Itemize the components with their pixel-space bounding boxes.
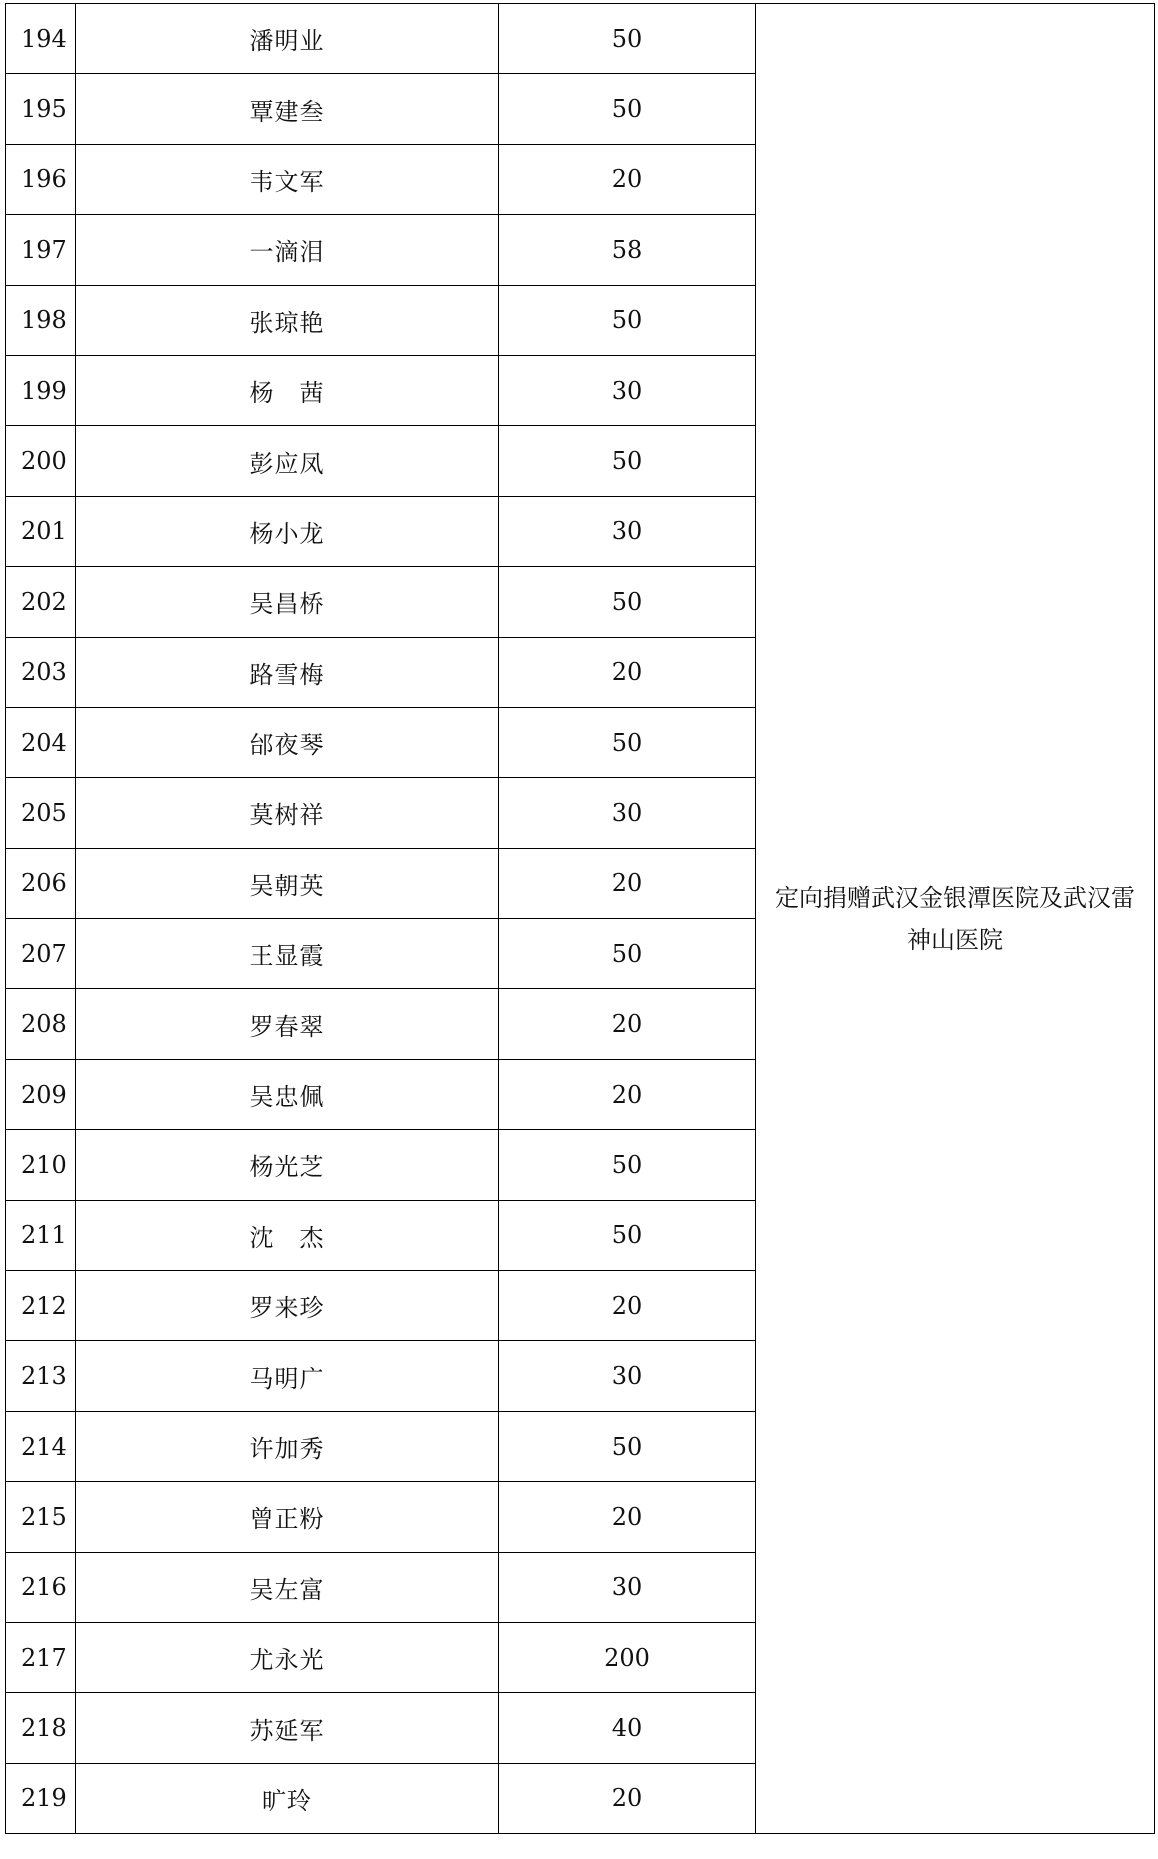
donation-amount-cell: 50 <box>499 567 756 637</box>
donation-amount-cell: 50 <box>499 1200 756 1270</box>
donation-amount-cell: 50 <box>499 1411 756 1481</box>
donor-name-cell: 旷玲 <box>76 1763 499 1833</box>
donor-name-cell: 一滴泪 <box>76 215 499 285</box>
row-number-cell: 195 <box>6 74 76 144</box>
donor-name-cell: 路雪梅 <box>76 637 499 707</box>
donor-name-cell: 吴昌桥 <box>76 567 499 637</box>
row-number-cell: 207 <box>6 919 76 989</box>
donation-table <box>5 3 1155 1834</box>
donation-amount-cell: 50 <box>499 919 756 989</box>
donor-name-cell: 沈 杰 <box>76 1200 499 1270</box>
row-number-cell: 203 <box>6 637 76 707</box>
donor-name-cell: 邰夜琴 <box>76 707 499 777</box>
donation-amount-cell: 50 <box>499 285 756 355</box>
row-number-cell: 219 <box>6 1763 76 1833</box>
row-number-cell: 212 <box>6 1271 76 1341</box>
donor-name-cell: 韦文军 <box>76 144 499 214</box>
document-page <box>5 3 1154 1834</box>
row-number-cell: 204 <box>6 707 76 777</box>
donor-name-cell: 罗来珍 <box>76 1271 499 1341</box>
donation-amount-cell: 20 <box>499 1763 756 1833</box>
donation-amount-cell: 20 <box>499 1482 756 1552</box>
row-number-cell: 194 <box>6 4 76 74</box>
donation-amount-cell: 50 <box>499 426 756 496</box>
row-number-cell: 215 <box>6 1482 76 1552</box>
donation-amount-cell: 58 <box>499 215 756 285</box>
row-number-cell: 211 <box>6 1200 76 1270</box>
row-number-cell: 202 <box>6 567 76 637</box>
donor-name-cell: 莫树祥 <box>76 778 499 848</box>
donor-name-cell: 罗春翠 <box>76 989 499 1059</box>
donation-amount-cell: 30 <box>499 355 756 425</box>
row-number-cell: 218 <box>6 1693 76 1763</box>
row-number-cell: 196 <box>6 144 76 214</box>
donation-amount-cell: 50 <box>499 74 756 144</box>
row-number-cell: 208 <box>6 989 76 1059</box>
donor-name-cell: 杨小龙 <box>76 496 499 566</box>
donor-name-cell: 尤永光 <box>76 1622 499 1692</box>
donation-amount-cell: 40 <box>499 1693 756 1763</box>
row-number-cell: 210 <box>6 1130 76 1200</box>
row-number-cell: 209 <box>6 1059 76 1129</box>
donor-name-cell: 吴忠佩 <box>76 1059 499 1129</box>
donation-amount-cell: 30 <box>499 1552 756 1622</box>
donation-amount-cell: 20 <box>499 848 756 918</box>
donation-amount-cell: 50 <box>499 1130 756 1200</box>
donor-name-cell: 潘明业 <box>76 4 499 74</box>
row-number-cell: 217 <box>6 1622 76 1692</box>
row-number-cell: 199 <box>6 355 76 425</box>
row-number-cell: 216 <box>6 1552 76 1622</box>
row-number-cell: 214 <box>6 1411 76 1481</box>
donor-name-cell: 覃建叁 <box>76 74 499 144</box>
donation-amount-cell: 200 <box>499 1622 756 1692</box>
donor-name-cell: 曾正粉 <box>76 1482 499 1552</box>
donor-name-cell: 吴左富 <box>76 1552 499 1622</box>
donation-amount-cell: 30 <box>499 778 756 848</box>
donor-name-cell: 王显霞 <box>76 919 499 989</box>
donor-name-cell: 许加秀 <box>76 1411 499 1481</box>
row-number-cell: 206 <box>6 848 76 918</box>
donor-name-cell: 马明广 <box>76 1341 499 1411</box>
donation-amount-cell: 20 <box>499 1271 756 1341</box>
row-number-cell: 197 <box>6 215 76 285</box>
row-number-cell: 200 <box>6 426 76 496</box>
table-row <box>6 4 1155 74</box>
donor-name-cell: 杨 茜 <box>76 355 499 425</box>
donation-amount-cell: 30 <box>499 496 756 566</box>
donation-amount-cell: 20 <box>499 1059 756 1129</box>
donation-amount-cell: 20 <box>499 637 756 707</box>
donation-purpose-cell: 定向捐赠武汉金银潭医院及武汉雷神山医院 <box>756 4 1155 1834</box>
donor-name-cell: 苏延军 <box>76 1693 499 1763</box>
row-number-cell: 213 <box>6 1341 76 1411</box>
row-number-cell: 205 <box>6 778 76 848</box>
donation-amount-cell: 20 <box>499 144 756 214</box>
donor-name-cell: 张琼艳 <box>76 285 499 355</box>
row-number-cell: 198 <box>6 285 76 355</box>
donation-amount-cell: 50 <box>499 4 756 74</box>
donation-amount-cell: 50 <box>499 707 756 777</box>
donor-name-cell: 彭应凤 <box>76 426 499 496</box>
donation-amount-cell: 30 <box>499 1341 756 1411</box>
donor-name-cell: 吴朝英 <box>76 848 499 918</box>
donation-amount-cell: 20 <box>499 989 756 1059</box>
donation-table-body <box>6 4 1155 1834</box>
donor-name-cell: 杨光芝 <box>76 1130 499 1200</box>
row-number-cell: 201 <box>6 496 76 566</box>
